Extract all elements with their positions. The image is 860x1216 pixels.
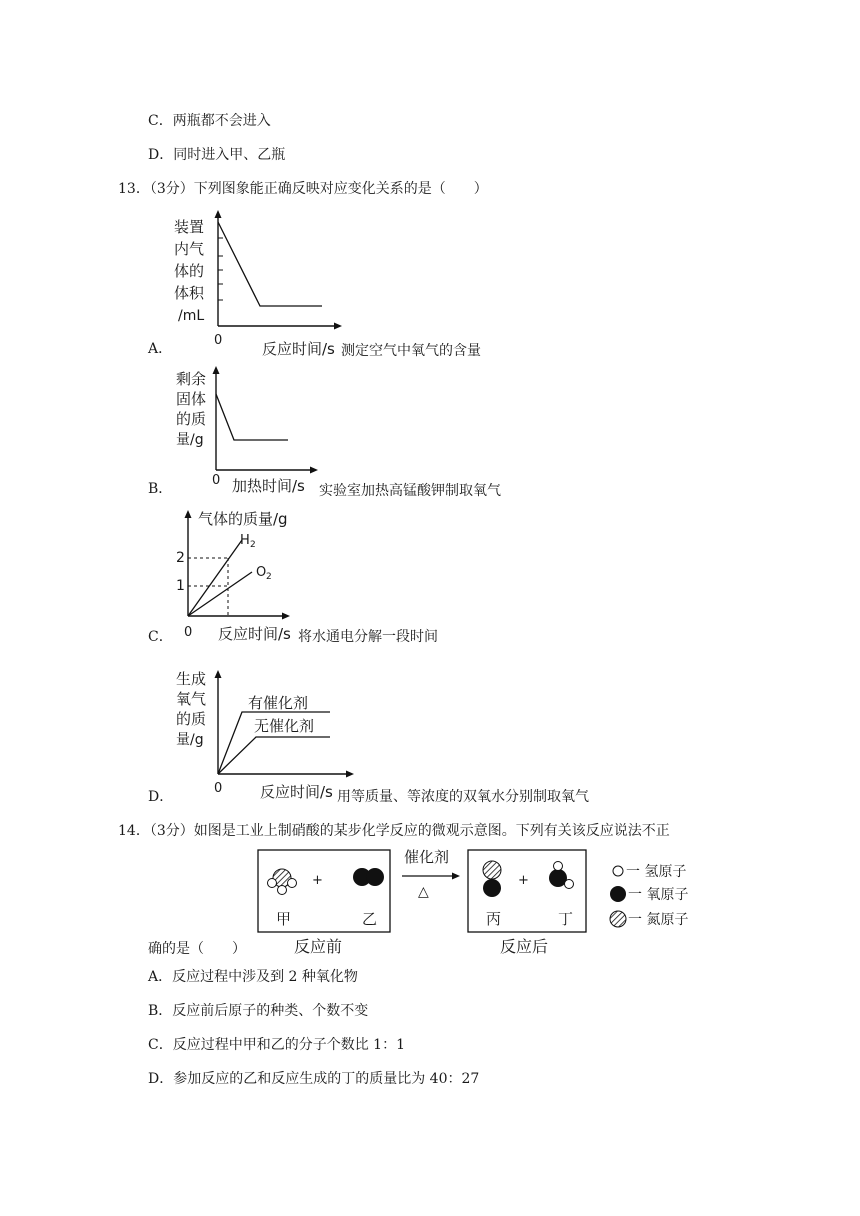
q14-legend-n: 一 氮原子	[628, 912, 689, 928]
q13-option-d-caption: 用等质量、等浓度的双氧水分别制取氧气	[337, 789, 589, 805]
graph-b-xlabel: 加热时间/s	[232, 477, 305, 495]
graph-a-origin: 0	[214, 333, 223, 348]
graph-a-ylabel-2: 内气	[174, 240, 205, 258]
q13-option-b-caption: 实验室加热高锰酸钾制取氧气	[319, 483, 501, 499]
graph-a-xlabel: 反应时间/s	[262, 340, 335, 358]
q13-graph-c	[170, 506, 320, 646]
q14-reaction-diagram	[256, 842, 706, 960]
q14-stem-line1: 14．（3分）如图是工业上制硝酸的某步化学反应的微观示意图。下列有关该反应说法不正	[118, 823, 670, 839]
graph-b-origin: 0	[212, 473, 221, 488]
q13-graph-a	[170, 208, 360, 358]
q14-after-label: 反应后	[500, 937, 549, 956]
graph-d-ylabel-4: 量/g	[176, 732, 204, 748]
q14-legend-o: 一 氧原子	[628, 887, 689, 903]
graph-b-ylabel-2: 固体	[176, 390, 207, 408]
q14-before-label: 反应前	[294, 937, 343, 956]
q14-bing: 丙	[486, 910, 502, 928]
graph-a-ylabel-5: /mL	[178, 308, 205, 324]
graph-d-ylabel-2: 氧气	[176, 690, 207, 708]
graph-d-line2: 无催化剂	[254, 717, 315, 735]
q13-option-c-caption: 将水通电分解一段时间	[298, 629, 438, 645]
q12-option-c: C．两瓶都不会进入	[148, 113, 271, 129]
graph-d-xlabel: 反应时间/s	[260, 783, 333, 801]
q14-option-b: B．反应前后原子的种类、个数不变	[148, 1003, 369, 1019]
graph-c-h2-sub: 2	[250, 540, 256, 550]
graph-c-tick-2: 2	[176, 550, 185, 566]
graph-a-ylabel-1: 装置	[174, 218, 205, 236]
q14-legend-h: 一 氢原子	[626, 864, 687, 880]
q13-option-b-letter: B．	[148, 481, 173, 497]
graph-c-h2-label: H	[240, 533, 250, 548]
q14-heat: △	[418, 884, 429, 900]
graph-d-origin: 0	[214, 781, 223, 796]
graph-a-ylabel-3: 体的	[174, 262, 205, 280]
graph-c-tick-1: 1	[176, 578, 185, 594]
graph-c-origin: 0	[184, 625, 193, 640]
graph-a-ylabel-4: 体积	[174, 284, 205, 302]
graph-c-o2-label: O	[256, 565, 267, 580]
q14-yi: 乙	[362, 910, 378, 928]
graph-b-ylabel-4: 量/g	[176, 432, 204, 448]
q14-ding: 丁	[558, 910, 574, 928]
q13-option-a-caption: 测定空气中氧气的含量	[341, 343, 481, 359]
graph-c-ylabel: 气体的质量/g	[198, 510, 288, 528]
graph-d-ylabel-3: 的质	[176, 710, 207, 728]
graph-d-ylabel-1: 生成	[176, 670, 207, 688]
q14-option-c: C．反应过程中甲和乙的分子个数比 1：1	[148, 1037, 405, 1053]
graph-b-ylabel-3: 的质	[176, 410, 207, 428]
q14-stem-line2: 确的是（ ）	[148, 941, 246, 957]
q13-option-a-letter: A．	[148, 341, 173, 357]
q14-option-d: D．参加反应的乙和反应生成的丁的质量比为 40：27	[148, 1071, 480, 1087]
graph-d-line1: 有催化剂	[248, 694, 309, 712]
q14-plus-after: +	[518, 873, 529, 888]
q12-option-d: D．同时进入甲、乙瓶	[148, 147, 286, 163]
q14-plus-before: +	[312, 873, 323, 888]
graph-c-o2-sub: 2	[266, 572, 272, 582]
q13-option-d-letter: D．	[148, 789, 174, 805]
q14-jia: 甲	[276, 910, 292, 928]
graph-c-xlabel: 反应时间/s	[218, 625, 291, 643]
graph-b-ylabel-1: 剩余	[176, 370, 207, 388]
q13-graph-b	[172, 364, 332, 498]
q13-option-c-letter: C．	[148, 629, 173, 645]
q14-option-a: A．反应过程中涉及到 2 种氧化物	[148, 969, 358, 985]
q13-stem: 13．（3分）下列图象能正确反映对应变化关系的是（ ）	[118, 181, 488, 197]
q14-catalyst: 催化剂	[404, 848, 450, 866]
